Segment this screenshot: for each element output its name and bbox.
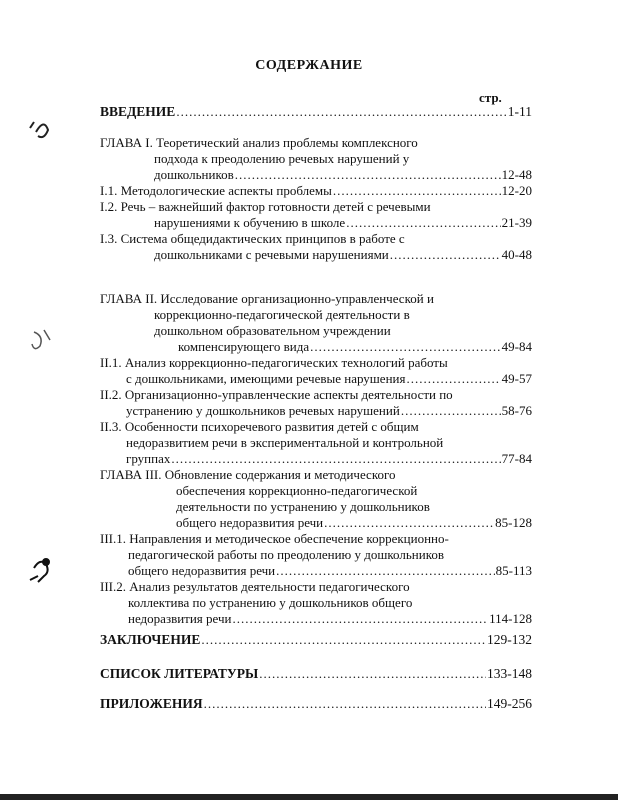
toc-entry-text: II.2. Организационно-управленческие аспекты деятельности по [100,387,453,402]
toc-entry-page: 149-256 [487,696,532,711]
toc-entry-text: СПИСОК ЛИТЕРАТУРЫ [100,666,259,681]
toc-entry-text: I.3. Система общедидактических принципов в работе с [100,231,405,246]
toc-entry-text: ЗАКЛЮЧЕНИЕ [100,632,201,647]
toc-entry-text: педагогической работы по преодолению у дошкольников [128,547,444,562]
toc-entry-text: ГЛАВА III. Обновление содержания и методического [100,467,396,482]
toc-entry-page: 12-48 [501,167,532,182]
toc-entry-text: дошкольниками с речевыми нарушениями [154,247,389,262]
toc-entry-text: II.1. Анализ коррекционно-педагогических технологий работы [100,355,448,370]
toc-entry-page: 12-20 [501,183,532,198]
toc-entry-page: 21-39 [501,215,532,230]
toc-entry-text: компенсирующего вида [178,339,310,354]
toc-entry-page: 129-132 [487,632,532,647]
toc-entry-text: I.2. Речь – важнейший фактор готовности детей с речевыми [100,199,431,214]
scan-edge [0,794,618,800]
toc-entry-page: 77-84 [501,451,532,466]
toc-entry-text: недоразвитием речи в экспериментальной и контрольной [126,435,444,450]
toc-entry-text: подхода к преодолению речевых нарушений у [154,151,410,166]
page-title: СОДЕРЖАНИЕ [255,58,363,73]
toc-entry-text: дошкольном образовательном учреждении [154,323,391,338]
toc-entry-text: ГЛАВА II. Исследование организационно-управленческой и [100,291,434,306]
toc-entry-page: 85-128 [495,515,532,530]
toc-entry-text: с дошкольниками, имеющими речевые нарушения [126,371,406,386]
binder-mark-top [30,122,48,137]
toc-entry-text: III.1. Направления и методическое обеспечение коррекционно- [100,531,449,546]
toc-entry-page: 133-148 [487,666,532,681]
toc-entry-text: группах [126,451,171,466]
toc-entry-text: обеспечения коррекционно-педагогической [176,483,418,498]
toc-entry-text: ВВЕДЕНИЕ [100,104,176,119]
binder-mark-bottom [30,559,49,582]
binder-mark-middle [32,330,50,349]
toc-entry-page: 40-48 [501,247,532,262]
page-column-label: стр. [479,90,502,105]
toc-entry-text: общего недоразвития речи [128,563,276,578]
toc-entry-text: деятельности по устранению у дошкольников [176,499,430,514]
toc-entry-text: коллектива по устранению у дошкольников общего [128,595,413,610]
toc-entry-text: устранению у дошкольников речевых нарушений [126,403,400,418]
toc-entry-text: дошкольников [154,167,234,182]
toc-entry-page: 49-57 [501,371,532,386]
toc-entry-text: ГЛАВА I. Теоретический анализ проблемы комплексного [100,135,418,150]
toc-entry-text: II.3. Особенности психоречевого развития детей с общим [100,419,419,434]
toc-entry-page: 49-84 [501,339,532,354]
toc-entry-text: общего недоразвития речи [176,515,324,530]
toc-entry-text: ПРИЛОЖЕНИЯ [100,696,203,711]
toc-entry-page: 58-76 [501,403,532,418]
toc-entry-text: нарушениями к обучению в школе [154,215,346,230]
toc-entry-text: недоразвития речи [128,611,232,626]
toc-entry-page: 85-113 [495,563,532,578]
toc-entry-text: коррекционно-педагогической деятельности в [154,307,410,322]
toc-entry-text: III.2. Анализ результатов деятельности педагогического [100,579,410,594]
toc-entry-page: 114-128 [489,611,532,626]
toc-entry-page: 1-11 [507,104,532,119]
toc-entry-text: I.1. Методологические аспекты проблемы [100,183,332,198]
